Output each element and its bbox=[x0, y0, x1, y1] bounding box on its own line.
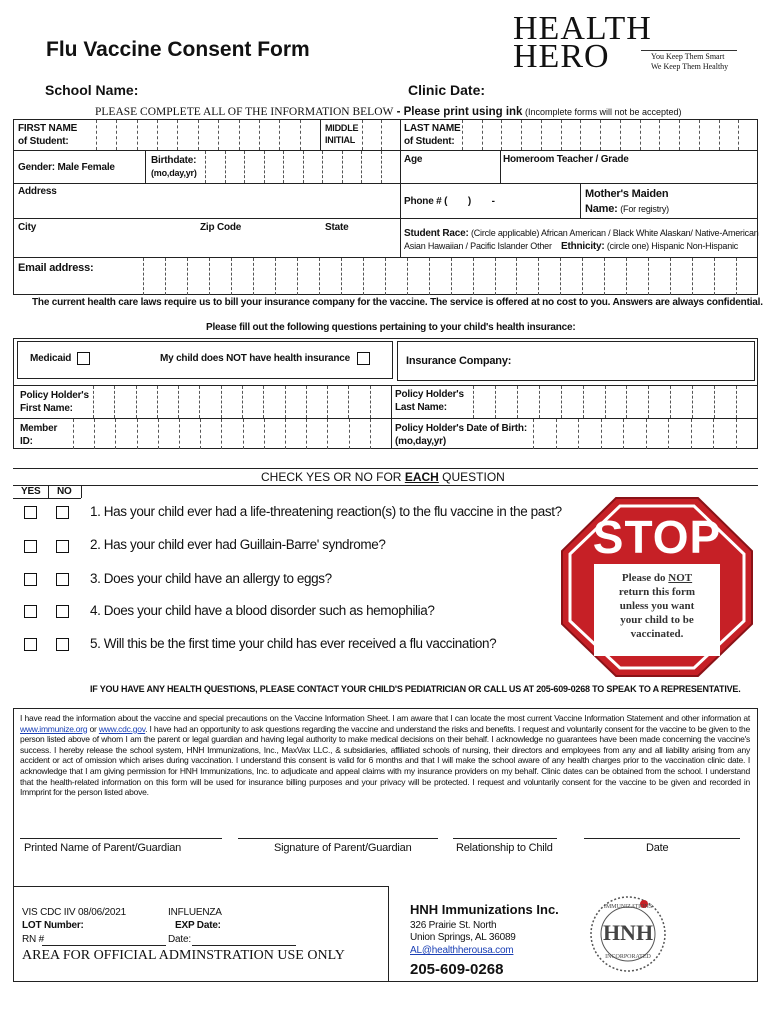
first-name-field[interactable] bbox=[96, 120, 320, 150]
last-name-label: LAST NAME bbox=[404, 123, 461, 134]
company-address-2: Union Springs, AL 36089 bbox=[410, 932, 516, 943]
vis-label: VIS CDC IIV 08/06/2021 bbox=[22, 907, 126, 918]
q2-yes-checkbox[interactable] bbox=[24, 540, 37, 553]
yes-header: YES bbox=[21, 486, 41, 497]
relationship-label: Relationship to Child bbox=[456, 842, 553, 854]
member-id-label: Member bbox=[20, 423, 58, 434]
hnh-seal: HNH IMMUNIZATIONS INCORPORATED bbox=[584, 894, 672, 974]
lot-number-label: LOT Number: bbox=[22, 920, 84, 931]
last-name-field[interactable] bbox=[462, 120, 758, 150]
middle-initial-field[interactable] bbox=[362, 120, 400, 150]
no-insurance-checkbox[interactable] bbox=[357, 352, 370, 365]
q3-no-checkbox[interactable] bbox=[56, 573, 69, 586]
signature-label: Signature of Parent/Guardian bbox=[274, 842, 412, 854]
race-text: Student Race: (Circle applicable) African American / Black White Alaskan/ Native-American bbox=[404, 228, 759, 239]
medicaid-checkbox[interactable] bbox=[77, 352, 90, 365]
holder-first-label: Policy Holder's bbox=[20, 390, 89, 401]
medicaid-label: Medicaid bbox=[30, 353, 72, 364]
phone-label: Phone # ( ) - bbox=[404, 196, 495, 207]
holder-first-name-field[interactable] bbox=[93, 386, 391, 418]
no-insurance-label: My child does NOT have health insurance bbox=[160, 353, 351, 364]
insurance-notice: The current health care laws require us to bill your insurance company for the vaccine. The service is offered at no cost to you. Answers are always confidential. bbox=[32, 297, 763, 308]
question-5: 5. Will this be the first time your child has ever received a flu vaccination? bbox=[90, 636, 497, 651]
printed-name-label: Printed Name of Parent/Guardian bbox=[24, 842, 182, 854]
insurance-company-label: Insurance Company: bbox=[406, 355, 512, 367]
clinic-date-label: Clinic Date: bbox=[408, 82, 486, 98]
maiden-name-label: Mother's Maiden bbox=[585, 188, 669, 200]
birthdate-label: Birthdate: bbox=[151, 155, 197, 166]
instructions: PLEASE COMPLETE ALL OF THE INFORMATION BELOW - Please print using ink (Incomplete forms will not be accepted) bbox=[95, 106, 682, 118]
state-label: State bbox=[325, 222, 349, 233]
gender-label: Gender: Male Female bbox=[18, 162, 115, 173]
q5-no-checkbox[interactable] bbox=[56, 638, 69, 651]
influenza-label: INFLUENZA bbox=[168, 907, 222, 918]
health-hero-logo: HEALTH HERO You Keep Them Smart We Keep Them Healthy bbox=[511, 14, 751, 78]
middle-initial-label: MIDDLE bbox=[325, 123, 359, 133]
holder-dob-field[interactable] bbox=[533, 419, 758, 449]
city-label: City bbox=[18, 222, 37, 233]
contact-notice: IF YOU HAVE ANY HEALTH QUESTIONS, PLEASE CONTACT YOUR CHILD'S PEDIATRICIAN OR CALL US AT 205-609-0268 TO SPEAK TO A REPRESENTATIVE. bbox=[90, 684, 741, 694]
q3-yes-checkbox[interactable] bbox=[24, 573, 37, 586]
member-id-field[interactable] bbox=[73, 419, 391, 449]
email-field[interactable] bbox=[143, 258, 758, 295]
stop-sign: STOP Please do NOT return this form unless you want your child to be vaccinated. bbox=[560, 496, 754, 678]
company-phone: 205-609-0268 bbox=[410, 961, 504, 978]
official-date-label: Date: bbox=[168, 934, 191, 945]
q1-no-checkbox[interactable] bbox=[56, 506, 69, 519]
exp-date-label: EXP Date: bbox=[175, 920, 221, 931]
questions-heading: CHECK YES OR NO FOR EACH QUESTION bbox=[261, 470, 505, 484]
consent-text: I have read the information about the vaccine and special precautions on the Vaccine Information Sheet. I am aware that I can locate the most current Vaccine Information Statement and other information at www.immunize.org or www.cdc.gov. I have had an opportunity to ask questions regarding the vaccine and understand the risks and benefits. I request and voluntarily consent for the vaccine to be given to the person listed above of whom I am the parent or legal guardian and having legal authority to make medical decisions on their behalf. I acknowledge no guarantees have been made concerning the vaccine's success. I hereby release the school system, HNH Immunizations, Inc., MaxVax LLC., & subsidiaries, affiliated schools of nursing, their directors and employees from any and all liability arising from any accident or act of omission which arises during vaccination. I understand this consent is valid for 6 months and that I will make the school aware of any health charges prior to the vaccination clinic date. I acknowledge that I am giving permission for HNH Immunizations, Inc. to adjudicate and appeal claims with my insurance providers on my behalf. Clinic dates can be obtained from the school. I understand that the health-related information on this form will be used for insurance billing purposes and your privacy will be protected. I request and voluntarily consent for the vaccine to be given and recorded in Immprint for the person listed above. bbox=[20, 713, 750, 798]
question-4: 4. Does your child have a blood disorder such as hemophilia? bbox=[90, 603, 435, 618]
zip-label: Zip Code bbox=[200, 222, 242, 233]
q2-no-checkbox[interactable] bbox=[56, 540, 69, 553]
date-label: Date bbox=[646, 842, 669, 854]
holder-last-name-field[interactable] bbox=[473, 386, 758, 418]
immunize-link[interactable]: www.immunize.org bbox=[20, 723, 88, 734]
page-title: Flu Vaccine Consent Form bbox=[46, 38, 310, 61]
official-use-box bbox=[13, 886, 389, 982]
official-use-title: AREA FOR OFFICIAL ADMINSTRATION USE ONLY bbox=[22, 948, 345, 963]
rn-label: RN # bbox=[22, 934, 44, 945]
question-3: 3. Does your child have an allergy to eggs? bbox=[90, 571, 332, 586]
cdc-link[interactable]: www.cdc.gov bbox=[98, 723, 146, 734]
q4-yes-checkbox[interactable] bbox=[24, 605, 37, 618]
q4-no-checkbox[interactable] bbox=[56, 605, 69, 618]
no-header: NO bbox=[57, 486, 72, 497]
holder-last-label: Policy Holder's bbox=[395, 389, 464, 400]
q1-yes-checkbox[interactable] bbox=[24, 506, 37, 519]
homeroom-label: Homeroom Teacher / Grade bbox=[503, 154, 629, 165]
ethnicity-text: Asian Hawaiian / Pacific Islander Other Ethnicity: (circle one) Hispanic Non-Hispanic bbox=[404, 241, 739, 252]
address-label: Address bbox=[18, 186, 57, 197]
company-name: HNH Immunizations Inc. bbox=[410, 902, 559, 917]
insurance-prompt: Please fill out the following questions pertaining to your child's health insurance: bbox=[206, 322, 576, 333]
q5-yes-checkbox[interactable] bbox=[24, 638, 37, 651]
school-name-label: School Name: bbox=[45, 82, 139, 98]
company-address-1: 326 Prairie St. North bbox=[410, 920, 497, 931]
birthdate-field[interactable] bbox=[205, 151, 400, 183]
first-name-label: FIRST NAME bbox=[18, 123, 78, 134]
company-email-link[interactable]: AL@healthherousa.com bbox=[410, 945, 514, 956]
age-label: Age bbox=[404, 154, 423, 165]
question-1: 1. Has your child ever had a life-threatening reaction(s) to the flu vaccine in the past? bbox=[90, 504, 562, 519]
question-2: 2. Has your child ever had Guillain-Barre' syndrome? bbox=[90, 537, 386, 552]
holder-dob-label: Policy Holder's Date of Birth: bbox=[395, 423, 527, 434]
email-label: Email address: bbox=[18, 262, 94, 274]
